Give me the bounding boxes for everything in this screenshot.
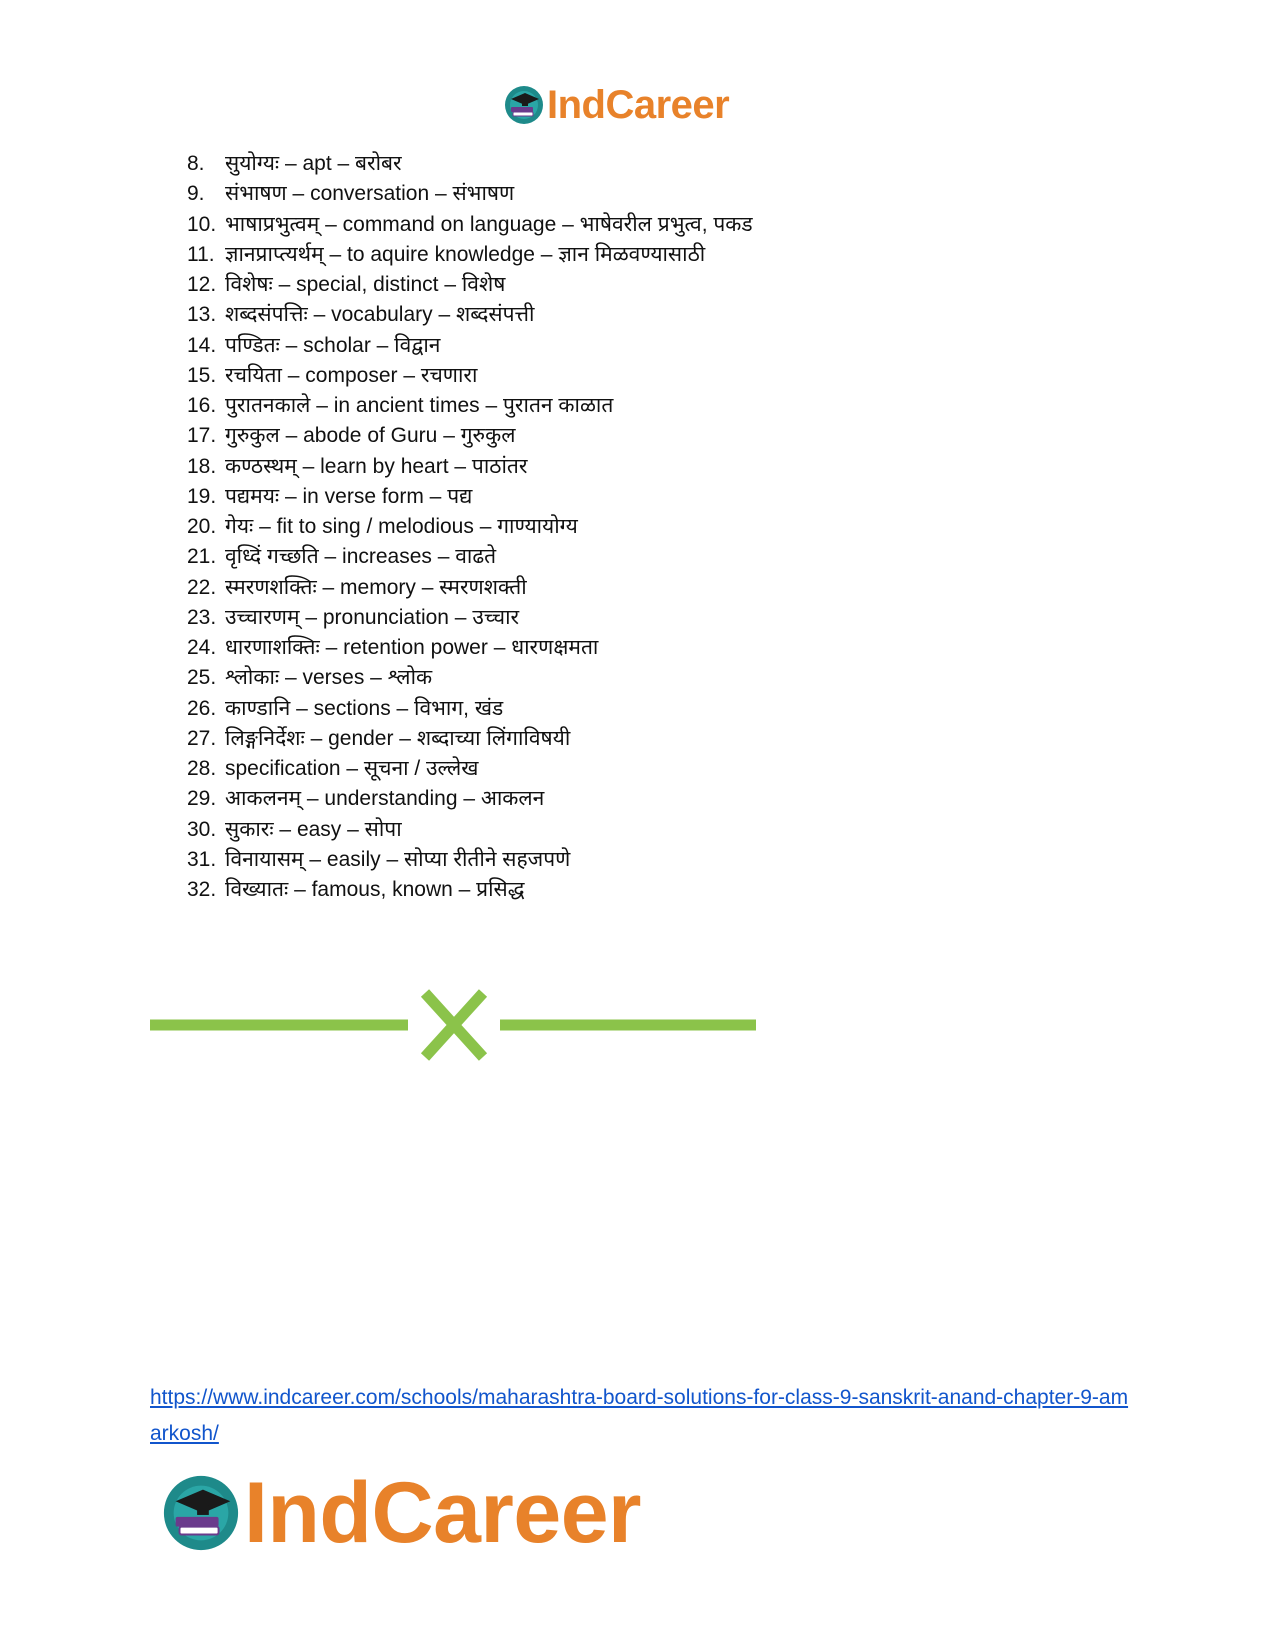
- vocabulary-list: [187, 149, 753, 905]
- list-item: [187, 149, 753, 179]
- list-item: [187, 421, 753, 451]
- list-item: [187, 240, 753, 270]
- item-number: 26.: [187, 696, 217, 720]
- item-number: 11.: [187, 242, 215, 266]
- list-item: [187, 724, 753, 754]
- list-item: [187, 270, 753, 300]
- item-number: 27.: [187, 726, 217, 750]
- item-number: 10.: [187, 212, 217, 236]
- item-number: 22.: [187, 575, 217, 599]
- item-number: 20.: [187, 515, 217, 538]
- item-number: 16.: [187, 394, 217, 417]
- item-text: specification – सूचना / उल्लेख: [225, 757, 479, 780]
- item-text: गुरुकुल – abode of Guru – गुरुकुल: [225, 424, 516, 448]
- list-item: [187, 663, 753, 693]
- list-item: [187, 815, 753, 845]
- list-item: [187, 179, 753, 209]
- item-text: उच्चारणम् – pronunciation – उच्चार: [225, 605, 520, 629]
- list-item: [187, 361, 753, 391]
- item-number: 31.: [187, 847, 217, 871]
- item-number: 12.: [187, 273, 217, 296]
- list-item: [187, 391, 753, 421]
- item-number: 29.: [187, 787, 217, 811]
- list-item: [187, 542, 753, 572]
- logo-text: IndCareer: [244, 1465, 641, 1561]
- item-number: 21.: [187, 545, 217, 569]
- graduation-books-icon: [503, 84, 545, 126]
- item-text: विशेषः – special, distinct – विशेष: [225, 273, 506, 296]
- item-text: सुकारः – easy – सोपा: [225, 817, 402, 841]
- section-divider: [150, 985, 756, 1065]
- item-text: ज्ञानप्राप्त्यर्थम् – to aquire knowledge – ज्ञान मिळवण्यासाठी: [225, 242, 706, 266]
- graduation-books-icon: [160, 1472, 242, 1554]
- item-number: 19.: [187, 484, 217, 508]
- list-item: [187, 875, 753, 905]
- item-text: पण्डितः – scholar – विद्वान: [225, 333, 441, 357]
- item-number: 17.: [187, 424, 217, 448]
- list-item: [187, 482, 753, 512]
- list-item: [187, 694, 753, 724]
- item-number: 9.: [187, 182, 205, 206]
- list-item: [187, 452, 753, 482]
- item-text: शब्दसंपत्तिः – vocabulary – शब्दसंपत्ती: [225, 303, 535, 327]
- item-text: रचयिता – composer – रचणारा: [225, 363, 478, 387]
- item-number: 23.: [187, 605, 217, 629]
- list-item: [187, 210, 753, 240]
- item-text: सुयोग्यः – apt – बरोबर: [225, 152, 402, 175]
- item-number: 14.: [187, 333, 217, 357]
- item-text: काण्डानि – sections – विभाग, खंड: [225, 696, 504, 720]
- item-number: 24.: [187, 636, 217, 659]
- item-number: 18.: [187, 454, 217, 478]
- item-text: भाषाप्रभुत्वम् – command on language – भाषेवरील प्रभुत्व, पकड: [225, 212, 753, 236]
- list-item: [187, 331, 753, 361]
- list-item: [187, 845, 753, 875]
- divider-x-icon: [425, 993, 483, 1057]
- item-text: लिङ्गनिर्देशः – gender – शब्दाच्या लिंगाविषयी: [225, 726, 571, 750]
- item-number: 8.: [187, 152, 205, 175]
- item-text: पुरातनकाले – in ancient times – पुरातन काळात: [225, 394, 614, 417]
- item-text: विख्यातः – famous, known – प्रसिद्ध: [225, 878, 525, 901]
- list-item: [187, 573, 753, 603]
- item-text: संभाषण – conversation – संभाषण: [225, 182, 515, 206]
- list-item: [187, 603, 753, 633]
- item-text: पद्यमयः – in verse form – पद्य: [225, 484, 473, 508]
- item-number: 32.: [187, 878, 217, 901]
- header-logo: [503, 80, 729, 130]
- footer-logo: [160, 1465, 641, 1561]
- list-item: [187, 754, 753, 784]
- item-text: वृध्दिं गच्छति – increases – वाढते: [225, 545, 497, 569]
- item-text: गेयः – fit to sing / melodious – गाण्यायोग्य: [225, 515, 578, 538]
- source-link[interactable]: https://www.indcareer.com/schools/maharashtra-board-solutions-for-class-9-sanskrit-anand-chapter-9-amarkosh/: [150, 1386, 1129, 1445]
- item-number: 30.: [187, 817, 217, 841]
- item-text: आकलनम् – understanding – आकलन: [225, 787, 545, 811]
- item-number: 25.: [187, 666, 217, 690]
- list-item: [187, 512, 753, 542]
- item-text: स्मरणशक्तिः – memory – स्मरणशक्ती: [225, 575, 527, 599]
- logo-text: IndCareer: [547, 83, 730, 127]
- item-text: श्लोकाः – verses – श्लोक: [225, 666, 433, 690]
- list-item: [187, 300, 753, 330]
- item-text: विनायासम् – easily – सोप्या रीतीने सहजपणे: [225, 847, 571, 871]
- item-number: 15.: [187, 363, 217, 387]
- list-item: [187, 784, 753, 814]
- list-item: [187, 633, 753, 663]
- item-number: 13.: [187, 303, 217, 327]
- item-text: कण्ठस्थम् – learn by heart – पाठांतर: [225, 454, 528, 478]
- item-number: 28.: [187, 757, 217, 780]
- item-text: धारणाशक्तिः – retention power – धारणक्षमता: [225, 636, 599, 659]
